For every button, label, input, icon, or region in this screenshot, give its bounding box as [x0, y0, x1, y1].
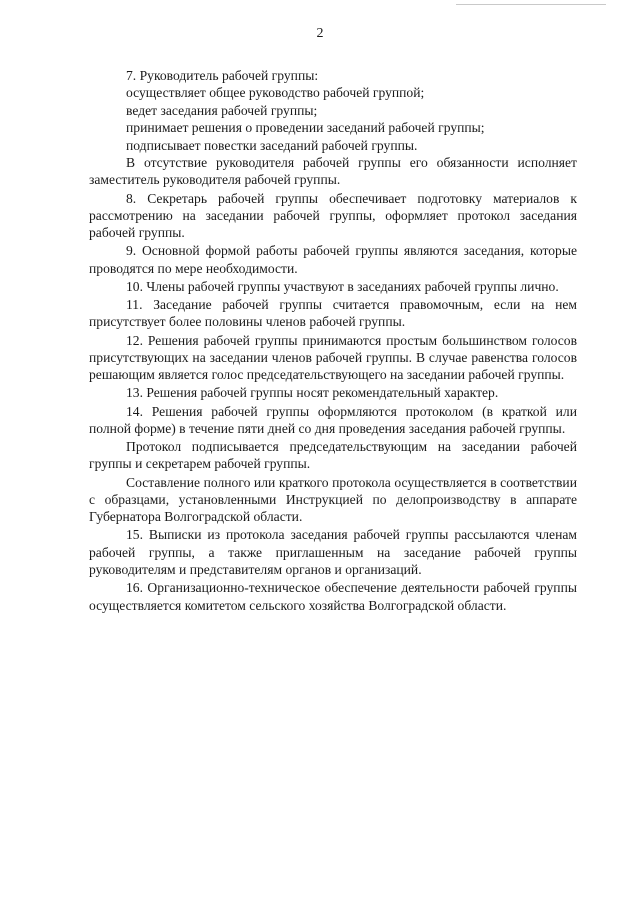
paragraph-10: 10. Члены рабочей группы участвуют в заседаниях рабочей группы лично. [126, 278, 559, 294]
paragraph-16: 16. Организационно-техническое обеспечение деятельности рабочей группы осуществляется комитетом сельского хозяйства Волгоградской области. [89, 580, 577, 613]
paragraph-9: 9. Основной формой работы рабочей группы являются заседания, которые проводятся по мере необходимости. [89, 243, 577, 276]
paragraph-7-heading: 7. Руководитель рабочей группы: [126, 68, 319, 83]
paragraph-14: 14. Решения рабочей группы оформляются протоколом (в краткой или полной форме) в течение пяти дней со дня проведения заседания рабочей группы. [89, 403, 577, 436]
paragraph-15: 15. Выписки из протокола заседания рабочей группы рассылаются членам рабочей группы, а также приглашенным на заседание рабочей группы руководителям и представителям органов и организаций. [89, 527, 577, 578]
paragraph-7-item: ведет заседания рабочей группы; [126, 102, 318, 118]
paragraph-13: 13. Решения рабочей группы носят рекомендательный характер. [126, 385, 499, 401]
paragraph-7-absence: В отсутствие руководителя рабочей группы его обязанности исполняет заместитель руководителя рабочей группы. [89, 155, 577, 188]
page-number: 2 [316, 26, 324, 41]
scan-artifact-line [456, 4, 606, 5]
paragraph-11: 11. Заседание рабочей группы считается правомочным, если на нем присутствует более половины членов рабочей группы. [89, 297, 577, 330]
paragraph-8: 8. Секретарь рабочей группы обеспечивает подготовку материалов к рассмотрению на заседании рабочей группы, оформляет протокол заседания рабочей группы. [89, 190, 577, 241]
paragraph-14-composition: Составление полного или краткого протокола осуществляется в соответствии с образцами, установленными Инструкцией по делопроизводству в аппарате Губернатора Волгоградской области. [89, 474, 577, 525]
paragraph-7-item: осуществляет общее руководство рабочей группой; [126, 85, 425, 101]
document-body [89, 67, 577, 614]
paragraph-7-item: принимает решения о проведении заседаний рабочей группы; [126, 120, 485, 136]
paragraph-14-signature: Протокол подписывается председательствующим на заседании рабочей группы и секретарем рабочей группы. [89, 439, 577, 472]
paragraph-12: 12. Решения рабочей группы принимаются простым большинством голосов присутствующих на заседании членов рабочей группы. В случае равенства голосов решающим является голос председательствующего на заседании рабочей группы. [89, 332, 577, 383]
paragraph-7-item: подписывает повестки заседаний рабочей группы. [126, 137, 418, 153]
